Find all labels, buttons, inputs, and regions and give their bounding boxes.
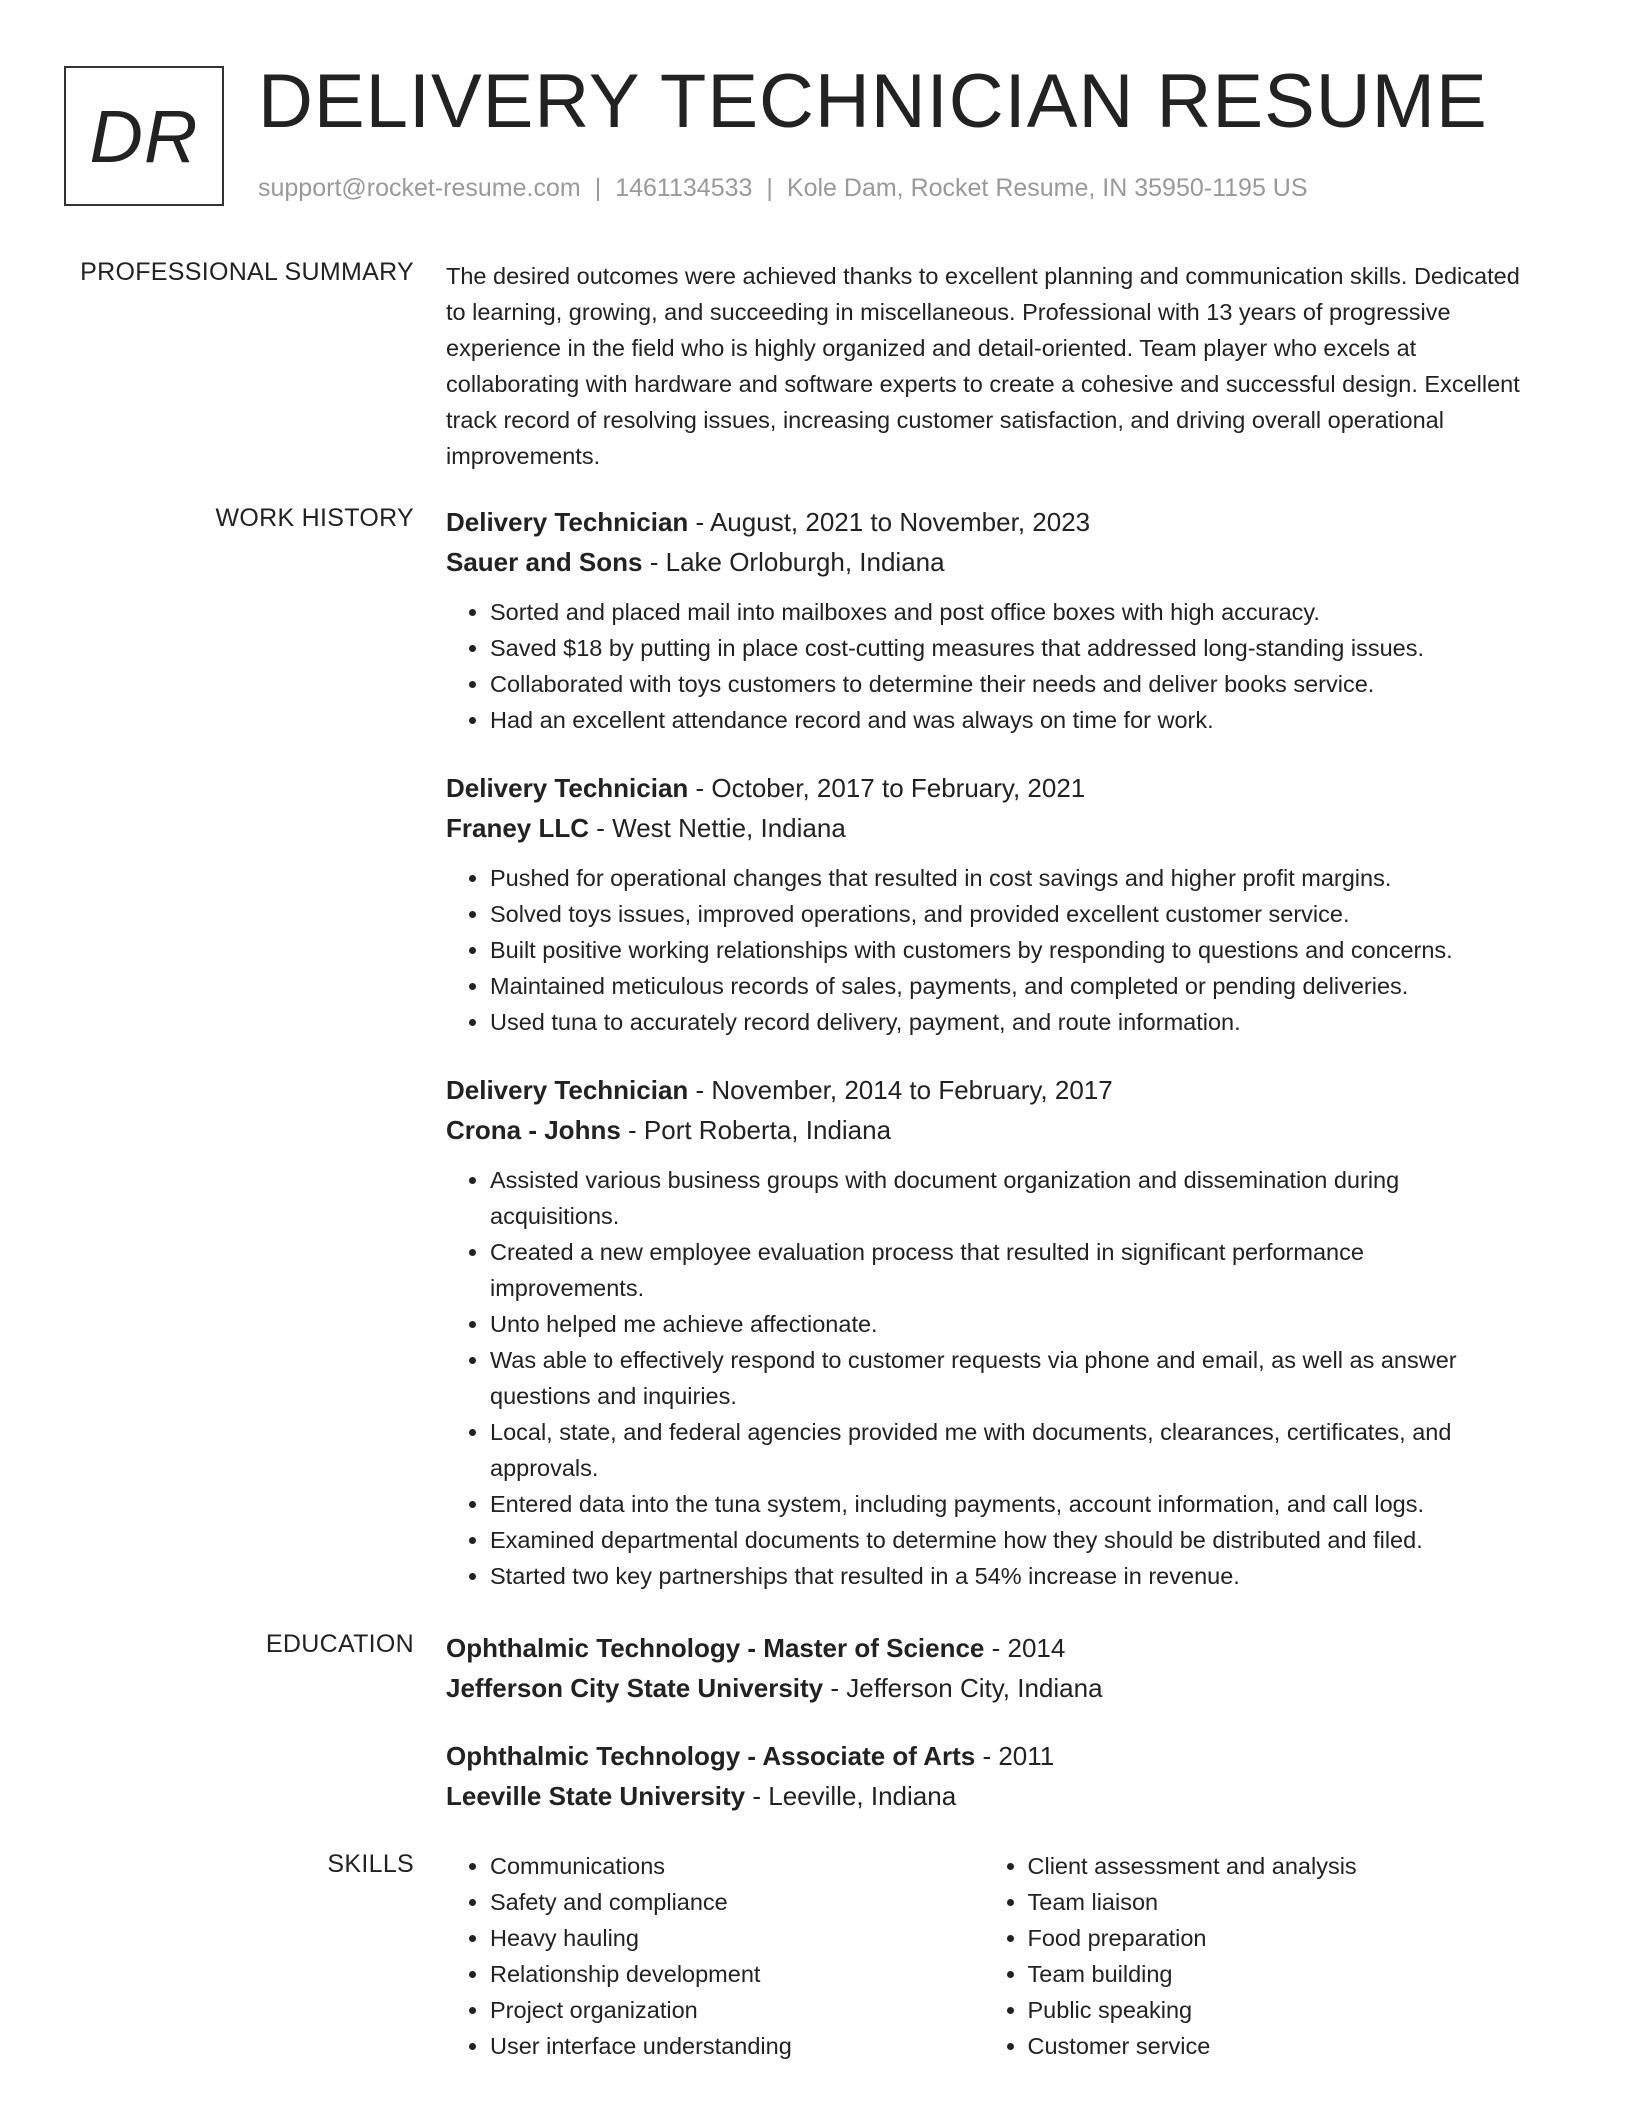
contact-separator: | — [594, 174, 602, 202]
skill-item: • Public speaking — [1028, 1992, 1522, 2028]
list-item: • Used tuna to accurately record delivery, payment, and route information. — [490, 1004, 1521, 1040]
skill-item: • Project organization — [490, 1992, 984, 2028]
school-location: - Jefferson City, Indiana — [823, 1673, 1103, 1703]
degree-line — [446, 1736, 1521, 1776]
list-item: • Created a new employee evaluation process that resulted in significant performance improvements. — [490, 1234, 1521, 1306]
contact-line — [258, 174, 1308, 203]
job-entry — [446, 768, 1521, 1040]
list-item: • Local, state, and federal agencies provided me with documents, clearances, certificates, and approvals. — [490, 1414, 1521, 1486]
degree: Ophthalmic Technology - Associate of Arts — [446, 1741, 976, 1771]
list-item: • Had an excellent attendance record and was always on time for work. — [490, 702, 1521, 738]
education-entry — [446, 1736, 1521, 1816]
job-company: Franey LLC — [446, 813, 590, 843]
list-item: • Maintained meticulous records of sales, payments, and completed or pending deliveries. — [490, 968, 1521, 1004]
list-item: • Sorted and placed mail into mailboxes and post office boxes with high accuracy. — [490, 594, 1521, 630]
education-entry — [446, 1628, 1521, 1708]
job-title: Delivery Technician — [446, 507, 689, 537]
school: Jefferson City State University — [446, 1673, 824, 1703]
job-bullets — [446, 1162, 1521, 1594]
job-location: - West Nettie, Indiana — [589, 813, 846, 843]
monogram-badge: DR — [64, 66, 224, 206]
contact-email[interactable]: support@rocket-resume.com — [258, 174, 581, 202]
job-company: Crona - Johns — [446, 1115, 621, 1145]
job-entry — [446, 502, 1521, 738]
resume-header — [64, 59, 1564, 206]
section-label-summary: PROFESSIONAL SUMMARY — [80, 258, 414, 286]
job-title: Delivery Technician — [446, 773, 689, 803]
degree-year: - 2014 — [984, 1633, 1066, 1663]
school-line — [446, 1776, 1521, 1816]
job-title-line — [446, 502, 1521, 542]
list-item: • Saved $18 by putting in place cost-cutting measures that addressed long-standing issues. — [490, 630, 1521, 666]
list-item: • Pushed for operational changes that resulted in cost savings and higher profit margins. — [490, 860, 1521, 896]
skills-columns — [446, 1848, 1521, 2064]
school: Leeville State University — [446, 1781, 746, 1811]
school-location: - Leeville, Indiana — [745, 1781, 957, 1811]
list-item: • Unto helped me achieve affectionate. — [490, 1306, 1521, 1342]
skill-item: • Team liaison — [1028, 1884, 1522, 1920]
section-label-skills: SKILLS — [327, 1850, 414, 1878]
job-entry — [446, 1070, 1521, 1594]
job-dates: - November, 2014 to February, 2017 — [688, 1075, 1113, 1105]
degree-year: - 2011 — [975, 1741, 1055, 1771]
skill-item: • Relationship development — [490, 1956, 984, 1992]
list-item: • Entered data into the tuna system, including payments, account information, and call logs. — [490, 1486, 1521, 1522]
list-item: • Was able to effectively respond to customer requests via phone and email, as well as answer questions and inquiries. — [490, 1342, 1521, 1414]
contact-phone[interactable]: 1461134533 — [615, 174, 753, 202]
skill-item: • User interface understanding — [490, 2028, 984, 2064]
list-item: • Assisted various business groups with document organization and dissemination during acquisitions. — [490, 1162, 1521, 1234]
skill-item: • Food preparation — [1028, 1920, 1522, 1956]
contact-address: Kole Dam, Rocket Resume, IN 35950-1195 US — [786, 174, 1308, 202]
summary-text: The desired outcomes were achieved thanks to excellent planning and communication skills. Dedicated to learning, growing, and succeeding in miscellaneous. Professional with 13 years of progressive experience in the field who is highly organized and detail-oriented. Team player who excels at collaborating with hardware and software experts to create a cohesive and successful design. Excellent track record of resolving issues, increasing customer satisfaction, and driving overall operational improvements. — [446, 263, 1520, 469]
summary-content — [446, 258, 1521, 474]
job-dates: - October, 2017 to February, 2021 — [688, 773, 1086, 803]
job-company-line — [446, 1110, 1521, 1150]
list-item: • Solved toys issues, improved operations, and provided excellent customer service. — [490, 896, 1521, 932]
job-location: - Lake Orloburgh, Indiana — [642, 547, 945, 577]
list-item: • Built positive working relationships with customers by responding to questions and concerns. — [490, 932, 1521, 968]
job-company-line — [446, 542, 1521, 582]
skill-item: • Team building — [1028, 1956, 1522, 1992]
skill-item: • Safety and compliance — [490, 1884, 984, 1920]
resume-title: DELIVERY TECHNICIAN RESUME — [258, 59, 1488, 144]
list-item: • Examined departmental documents to determine how they should be distributed and filed. — [490, 1522, 1521, 1558]
job-company: Sauer and Sons — [446, 547, 643, 577]
school-line — [446, 1668, 1521, 1708]
job-title: Delivery Technician — [446, 1075, 689, 1105]
list-item: • Collaborated with toys customers to determine their needs and deliver books service. — [490, 666, 1521, 702]
contact-separator: | — [766, 174, 773, 202]
degree: Ophthalmic Technology - Master of Science — [446, 1633, 985, 1663]
section-label-work: WORK HISTORY — [215, 504, 414, 532]
skill-item: • Client assessment and analysis — [1028, 1848, 1522, 1884]
job-dates: - August, 2021 to November, 2023 — [688, 507, 1091, 537]
skills-list-left — [446, 1848, 984, 2064]
skills-list-right — [984, 1848, 1522, 2064]
work-history-content — [446, 502, 1521, 1624]
list-item: • Started two key partnerships that resulted in a 54% increase in revenue. — [490, 1558, 1521, 1594]
skill-item: • Heavy hauling — [490, 1920, 984, 1956]
degree-line — [446, 1628, 1521, 1668]
job-title-line — [446, 768, 1521, 808]
job-company-line — [446, 808, 1521, 848]
job-bullets — [446, 860, 1521, 1040]
section-label-education: EDUCATION — [265, 1630, 414, 1658]
education-content — [446, 1628, 1521, 1844]
skill-item: • Customer service — [1028, 2028, 1522, 2064]
skills-content — [446, 1848, 1521, 2064]
job-bullets — [446, 594, 1521, 738]
job-location: - Port Roberta, Indiana — [620, 1115, 892, 1145]
job-title-line — [446, 1070, 1521, 1110]
skill-item: • Communications — [490, 1848, 984, 1884]
